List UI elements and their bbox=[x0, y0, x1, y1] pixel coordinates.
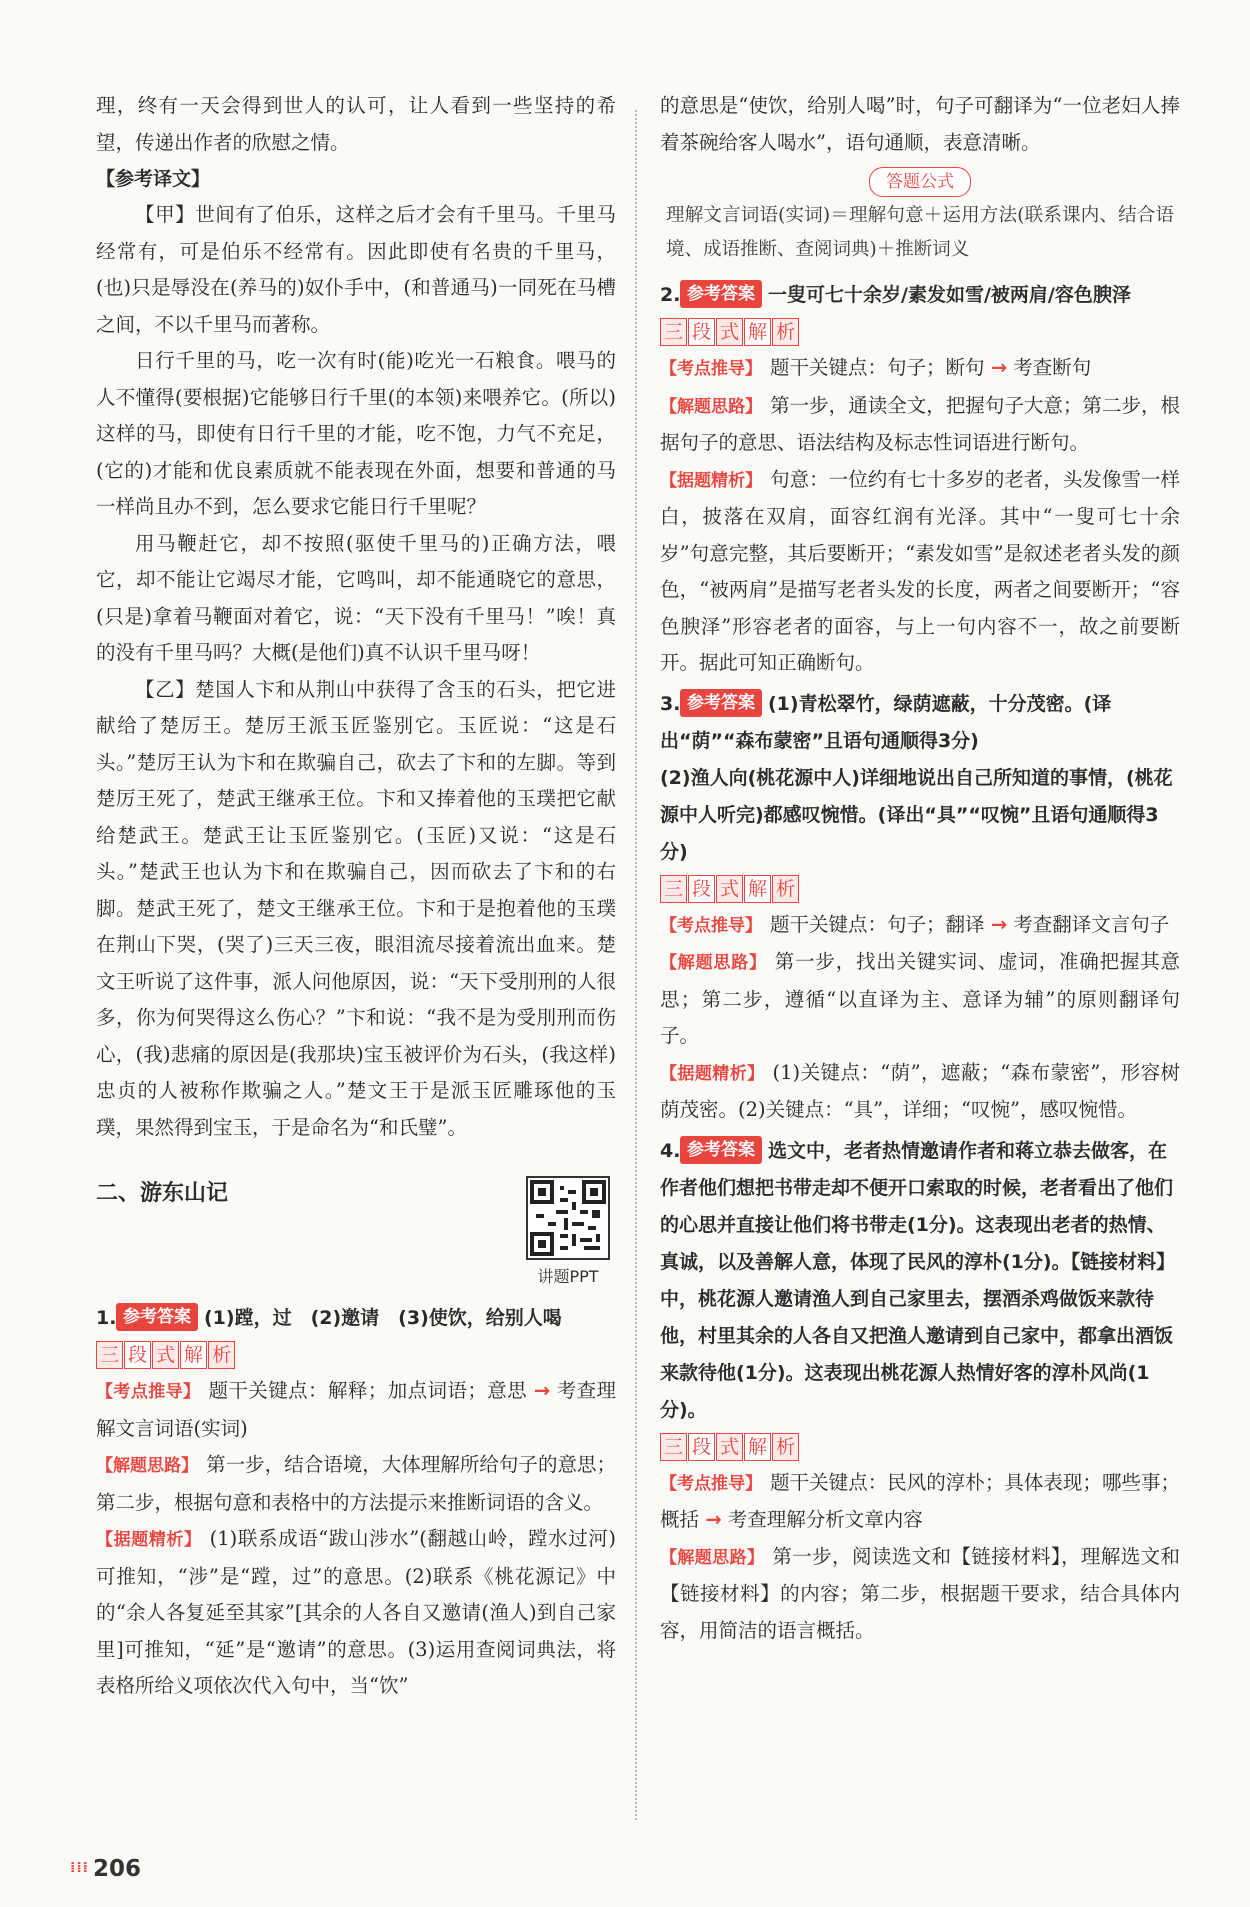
page-number bbox=[70, 1856, 141, 1882]
kaodian-tag: 【考点推导】 bbox=[660, 915, 762, 936]
badge-char: 三 bbox=[96, 1341, 123, 1369]
translation-label: 【参考译文】 bbox=[96, 168, 211, 190]
silu-tag: 【解题思路】 bbox=[96, 1456, 199, 1476]
answer-text-2: (2)渔人向(桃花源中人)详细地说出自己所知道的事情，(桃花源中人听完)都感叹惋惜。(译出“具”“叹惋”且语句通顺得3分) bbox=[660, 766, 1173, 863]
badge-char: 式 bbox=[716, 318, 743, 346]
badge-char: 三 bbox=[660, 875, 687, 903]
kaodian-tag: 【考点推导】 bbox=[96, 1382, 201, 1402]
badge-char: 式 bbox=[152, 1341, 179, 1369]
question-3 bbox=[660, 686, 1180, 1129]
translation-para-4: 【乙】楚国人卞和从荆山中获得了含玉的石头，把它进献给了楚厉王。楚厉王派玉匠鉴别它。玉匠说：“这是石头。”楚厉王认为卞和在欺骗自己，砍去了卞和的左脚。等到楚厉王死了，楚武王继承王位。卞和又捧着他的玉璞把它献给楚武王。楚武王让玉匠鉴别它。(玉匠)又说：“这是石头。”楚武王也认为卞和在欺骗自己，因而砍去了卞和的右脚。楚武王死了，楚文王继承王位。卞和于是抱着他的玉璞在荆山下哭，(哭了)三天三夜，眼泪流尽接着流出血来。楚文王听说了这件事，派人问他原因，说：“天下受刖刑的人很多，你为何哭得这么伤心？”卞和说：“我不是为受刖刑而伤心，(我)悲痛的原因是(我那块)宝玉被评价为石头，(我这样)忠贞的人被称作欺骗之人。”楚文王于是派玉匠雕琢他的玉璞，果然得到宝玉，于是命名为“和氏璧”。 bbox=[96, 677, 616, 1139]
dots-icon: ⁞⁞⁞ bbox=[70, 1860, 89, 1876]
section-header bbox=[96, 1176, 616, 1296]
arrow-right-icon: → bbox=[533, 1379, 551, 1402]
badge-char: 段 bbox=[124, 1341, 151, 1369]
formula-badge: 答题公式 bbox=[869, 167, 971, 197]
kaodian-target: 考查理解文言词语(实词) bbox=[96, 1379, 617, 1440]
kaodian-tag: 【考点推导】 bbox=[660, 359, 762, 379]
jingxi-tag: 【据题精析】 bbox=[96, 1530, 202, 1550]
kaodian-keys: 题干关键点：句子；断句 bbox=[770, 356, 985, 379]
section-title: 二、游东山记 bbox=[96, 1181, 229, 1206]
answer-text-1: (1)青松翠竹，绿荫遮蔽，十分茂密。(译出“荫”“森布蒙密”且语句通顺得3分) bbox=[660, 692, 1112, 752]
badge-char: 段 bbox=[688, 875, 715, 903]
jingxi-text: (1)联系成语“跋山涉水”(翻越山岭，蹚水过河)可推知，“涉”是“蹚，过”的意思。(2)联系《桃花源记》中的“余人各复延至其家”[其余的人各自又邀请(渔人)到自己家里]可推知，“延”是“邀请”的意思。(3)运用查阅词典法，将表格所给义项依次代入句中，当“饮” bbox=[96, 1527, 617, 1697]
answer-badge: 参考答案 bbox=[680, 280, 762, 308]
question-4 bbox=[660, 1133, 1180, 1650]
kaodian-target: 考查断句 bbox=[1013, 356, 1092, 379]
silu-line bbox=[660, 944, 1180, 1055]
silu-text: 第一步，找出关键实词、虚词，准确把握其意思；第二步，遵循“以直译为主、意译为辅”的原则翻译句子。 bbox=[660, 950, 1180, 1047]
badge-char: 段 bbox=[688, 1433, 715, 1461]
badge-char: 析 bbox=[208, 1341, 235, 1369]
badge-char: 三 bbox=[660, 318, 687, 346]
question-number: 4. bbox=[660, 1139, 681, 1162]
jingxi-tag: 【据题精析】 bbox=[660, 1063, 765, 1084]
formula-text: 理解文言词语(实词)＝理解句意＋运用方法(联系课内、结合语境、成语推断、查阅词典)＋推断词义 bbox=[666, 205, 1174, 260]
page-number-text: 206 bbox=[92, 1856, 141, 1882]
kaodian-keys: 题干关键点：民风的淳朴；具体表现；哪些事；概括 bbox=[660, 1470, 1180, 1531]
jingxi-line bbox=[660, 462, 1180, 682]
silu-line bbox=[96, 1447, 616, 1521]
answer-badge: 参考答案 bbox=[680, 689, 762, 717]
left-column bbox=[96, 88, 616, 1705]
silu-tag: 【解题思路】 bbox=[660, 953, 767, 973]
kaodian-target: 考查理解分析文章内容 bbox=[727, 1508, 923, 1531]
question-number: 2. bbox=[660, 284, 681, 306]
translation-para-2: 日行千里的马，吃一次有时(能)吃光一石粮食。喂马的人不懂得(要根据)它能够日行千里(的本领)来喂养它。(所以)这样的马，即使有日行千里的才能，吃不饱，力气不充足，(它的)才能和优良素质就不能表现在外面，想要和普通的马一样尚且办不到，怎么要求它能日行千里呢？ bbox=[96, 349, 616, 518]
jingxi-tag: 【据题精析】 bbox=[660, 470, 763, 491]
three-step-analysis-badge bbox=[96, 1341, 235, 1369]
silu-line bbox=[660, 388, 1180, 462]
badge-char: 析 bbox=[772, 1433, 799, 1461]
kaodian-line bbox=[96, 1373, 616, 1447]
answer-text: (1)蹚，过 (2)邀请 (3)使饮，给别人喝 bbox=[204, 1307, 562, 1329]
intro-text: 理，终有一天会得到世人的认可，让人看到一些坚持的希望，传递出作者的欣慰之情。 bbox=[96, 94, 616, 154]
silu-text: 第一步，通读全文，把握句子大意；第二步，根据句子的意思、语法结构及标志性词语进行断句。 bbox=[660, 393, 1180, 454]
badge-char: 解 bbox=[180, 1341, 207, 1369]
three-step-analysis-badge bbox=[660, 1433, 799, 1461]
kaodian-line bbox=[660, 1465, 1180, 1539]
badge-char: 式 bbox=[716, 875, 743, 903]
three-step-analysis-badge bbox=[660, 875, 799, 903]
badge-char: 三 bbox=[660, 1433, 687, 1461]
question-1 bbox=[96, 1300, 616, 1705]
translation-para-1: 【甲】世间有了伯乐，这样之后才会有千里马。千里马经常有，可是伯乐不经常有。因此即使有名贵的千里马，(也)只是辱没在(养马的)奴仆手中，(和普通马)一同死在马槽之间，不以千里马而著称。 bbox=[96, 203, 616, 336]
arrow-right-icon: → bbox=[990, 356, 1008, 379]
qr-caption: 讲题PPT bbox=[537, 1267, 599, 1286]
qr-code-icon[interactable] bbox=[526, 1176, 610, 1260]
badge-char: 析 bbox=[772, 318, 799, 346]
arrow-right-icon: → bbox=[705, 1508, 722, 1531]
silu-tag: 【解题思路】 bbox=[660, 1547, 765, 1568]
answer-badge: 参考答案 bbox=[680, 1136, 762, 1164]
badge-char: 解 bbox=[744, 875, 771, 903]
kaodian-line bbox=[660, 907, 1180, 945]
kaodian-target: 考查翻译文言句子 bbox=[1013, 912, 1170, 936]
badge-char: 段 bbox=[688, 318, 715, 346]
arrow-right-icon: → bbox=[990, 912, 1008, 936]
kaodian-keys: 题干关键点：句子；翻译 bbox=[770, 912, 985, 936]
silu-text: 第一步，阅读选文和【链接材料】，理解选文和【链接材料】的内容；第二步，根据题干要求，结合具体内容，用简洁的语言概括。 bbox=[660, 1544, 1180, 1642]
q1-continuation: 的意思是“使饮，给别人喝”时，句子可翻译为“一位老妇人捧着茶碗给客人喝水”，语句通顺，表意清晰。 bbox=[660, 94, 1180, 154]
jingxi-line bbox=[660, 1055, 1180, 1129]
badge-char: 式 bbox=[716, 1433, 743, 1461]
three-step-analysis-badge bbox=[660, 318, 799, 346]
jingxi-text: (1)关键点：“荫”，遮蔽；“森布蒙密”，形容树荫茂密。(2)关键点：“具”，详细；“叹惋”，感叹惋惜。 bbox=[660, 1060, 1181, 1121]
silu-line bbox=[660, 1539, 1180, 1650]
question-2 bbox=[660, 277, 1180, 682]
answer-text: 一叟可七十余岁/素发如雪/被两肩/容色腴泽 bbox=[768, 284, 1131, 306]
column-divider bbox=[635, 110, 637, 1820]
right-column bbox=[660, 88, 1180, 1649]
kaodian-tag: 【考点推导】 bbox=[660, 1473, 763, 1494]
translation-para-3: 用马鞭赶它，却不按照(驱使千里马的)正确方法，喂它，却不能让它竭尽才能，它鸣叫，却不能通晓它的意思，(只是)拿着马鞭面对着它，说：“天下没有千里马！”唉！真的没有千里马吗？大概(是他们)真不认识千里马呀！ bbox=[96, 531, 616, 664]
answer-text: 选文中，老者热情邀请作者和蒋立恭去做客，在作者他们想把书带走却不便开口索取的时候，老者看出了他们的心思并直接让他们将书带走(1分)。这表现出老者的热情、真诚，以及善解人意，体现了民风的淳朴(1分)。【链接材料】中，桃花源人邀请渔人到自己家里去，摆酒杀鸡做饭来款待他，村里其余的人各自又把渔人邀请到自己家中，都拿出酒饭来款待他(1分)。这表现出桃花源人热情好客的淳朴风尚(1分)。 bbox=[660, 1139, 1176, 1421]
silu-tag: 【解题思路】 bbox=[660, 396, 763, 417]
badge-char: 析 bbox=[772, 875, 799, 903]
qr-block[interactable] bbox=[526, 1176, 610, 1287]
kaodian-keys: 题干关键点：解释；加点词语；意思 bbox=[208, 1379, 528, 1402]
jingxi-text: 句意：一位约有七十多岁的老者，头发像雪一样白，披落在双肩，面容红润有光泽。其中“一叟可七十余岁”句意完整，其后要断开；“素发如雪”是叙述老者头发的颜色，“被两肩”是描写老者头发的长度，两者之间要断开；“容色腴泽”形容老者的面容，与上一句内容不一，故之前要断开。据此可知正确断句。 bbox=[660, 467, 1180, 674]
silu-text: 第一步，结合语境，大体理解所给句子的意思；第二步，根据句意和表格中的方法提示来推断词语的含义。 bbox=[96, 1453, 616, 1514]
question-number: 1. bbox=[96, 1307, 117, 1329]
badge-char: 解 bbox=[744, 1433, 771, 1461]
question-number: 3. bbox=[660, 692, 681, 715]
jingxi-line bbox=[96, 1521, 616, 1705]
answer-badge: 参考答案 bbox=[116, 1303, 198, 1331]
badge-char: 解 bbox=[744, 318, 771, 346]
kaodian-line bbox=[660, 350, 1180, 388]
formula-header bbox=[660, 167, 1180, 197]
